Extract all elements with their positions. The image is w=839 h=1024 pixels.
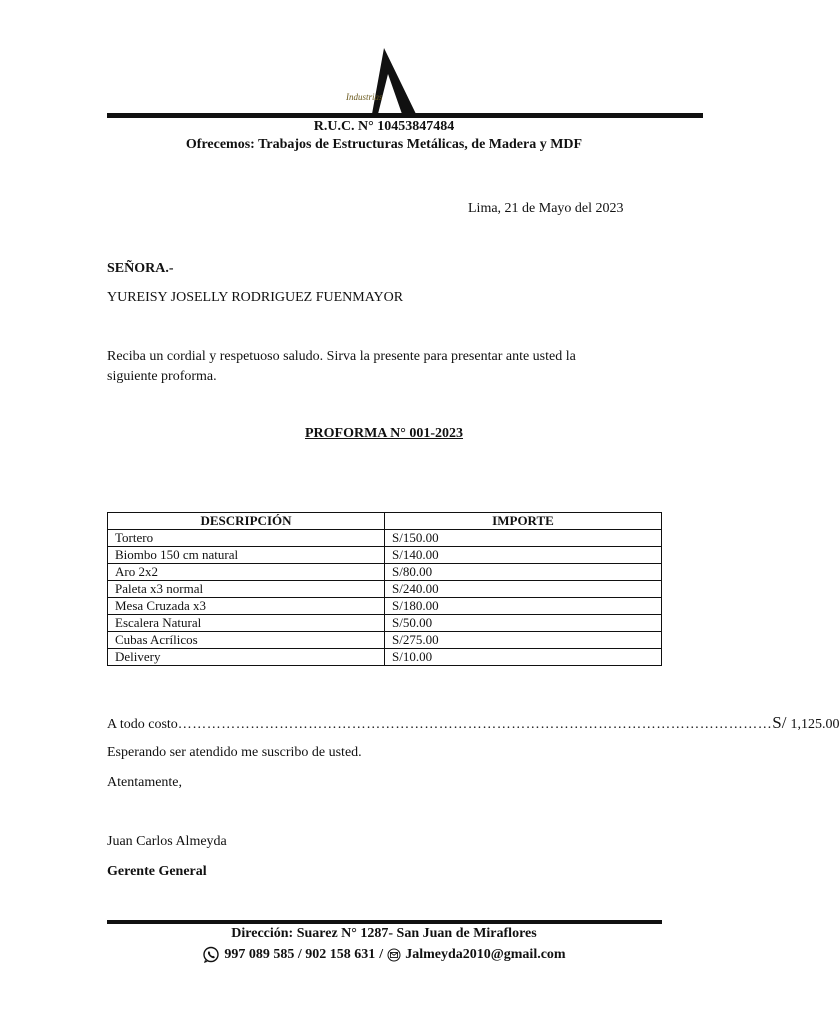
header-divider <box>107 113 703 118</box>
salutation: SEÑORA.- <box>107 261 174 276</box>
contact-separator: / <box>379 947 384 962</box>
item-description: Paleta x3 normal <box>108 581 385 598</box>
items-table <box>107 512 662 666</box>
item-amount: S/140.00 <box>385 547 662 564</box>
total-label: A todo costo <box>107 717 178 732</box>
ruc-number: R.U.C. N° 10453847484 <box>313 119 455 134</box>
item-description: Tortero <box>108 530 385 547</box>
header-description: DESCRIPCIÓN <box>108 513 385 530</box>
table-header-row <box>108 513 662 530</box>
item-amount: S/150.00 <box>385 530 662 547</box>
total-line <box>107 713 839 733</box>
email-address: Jalmeyda2010@gmail.com <box>405 947 566 962</box>
total-leader-dots: …………………………………………………………………………………………………………… <box>177 717 773 732</box>
item-description: Mesa Cruzada x3 <box>108 598 385 615</box>
item-amount: S/80.00 <box>385 564 662 581</box>
table-row <box>108 530 662 547</box>
header-amount: IMPORTE <box>385 513 662 530</box>
phone-numbers: 997 089 585 / 902 158 631 <box>224 947 376 962</box>
whatsapp-icon <box>202 946 220 964</box>
item-description: Delivery <box>108 649 385 666</box>
footer-divider <box>107 920 662 924</box>
closing-line: Esperando ser atendido me suscribo de usted. <box>107 745 362 760</box>
item-description: Escalera Natural <box>108 615 385 632</box>
proforma-title: PROFORMA N° 001-2023 <box>304 426 464 441</box>
item-amount: S/275.00 <box>385 632 662 649</box>
company-logo <box>344 48 416 114</box>
table-row <box>108 598 662 615</box>
footer-address: Dirección: Suarez N° 1287- San Juan de Miraflores <box>231 926 537 941</box>
table-row <box>108 632 662 649</box>
table-row <box>108 581 662 598</box>
email-icon <box>387 948 401 962</box>
total-currency: S/ <box>772 713 787 732</box>
item-description: Cubas Acrílicos <box>108 632 385 649</box>
signer-name: Juan Carlos Almeyda <box>107 834 227 849</box>
item-amount: S/180.00 <box>385 598 662 615</box>
signer-title: Gerente General <box>107 864 207 879</box>
total-amount: 1,125.00 <box>790 717 839 732</box>
recipient-name: YUREISY JOSELLY RODRIGUEZ FUENMAYOR <box>107 290 404 305</box>
item-amount: S/50.00 <box>385 615 662 632</box>
table-row <box>108 649 662 666</box>
table-row <box>108 564 662 581</box>
footer-contact <box>0 946 768 964</box>
item-amount: S/10.00 <box>385 649 662 666</box>
item-description: Aro 2x2 <box>108 564 385 581</box>
item-description: Biombo 150 cm natural <box>108 547 385 564</box>
table-row <box>108 547 662 564</box>
intro-line-2: siguiente proforma. <box>107 369 217 384</box>
intro-line-1: Reciba un cordial y respetuoso saludo. Sirva la presente para presentar ante usted la <box>107 349 576 364</box>
logo-text: Industrias <box>346 92 383 102</box>
regards: Atentamente, <box>107 775 183 790</box>
letter-date: Lima, 21 de Mayo del 2023 <box>468 201 624 216</box>
item-amount: S/240.00 <box>385 581 662 598</box>
services-offer: Ofrecemos: Trabajos de Estructuras Metálicas, de Madera y MDF <box>185 137 583 152</box>
table-row <box>108 615 662 632</box>
